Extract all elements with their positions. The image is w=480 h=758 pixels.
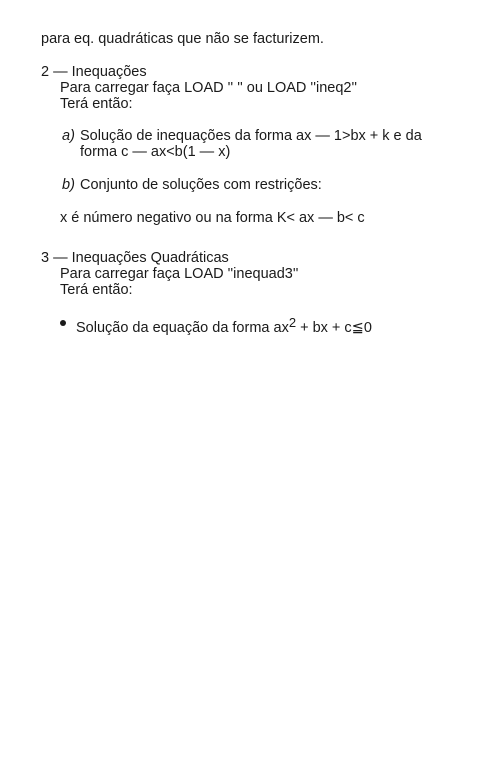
intro-line: para eq. quadráticas que não se facturizem. <box>41 31 324 47</box>
bullet-text-pre: Solução da equação da forma ax <box>76 320 289 336</box>
item-a-marker: a) <box>62 128 75 144</box>
section-2-heading: 2 — Inequações <box>41 64 147 80</box>
item-b-line-1: Conjunto de soluções com restrições: <box>80 177 322 193</box>
section-3-heading: 3 — Inequações Quadráticas <box>41 250 229 266</box>
section-3-bullet-text <box>76 314 372 337</box>
section-2-load-instruction: Para carregar faça LOAD '' '' ou LOAD ''ineq2'' <box>60 80 357 96</box>
bullet-dot <box>60 320 66 326</box>
section-3-then: Terá então: <box>60 282 133 298</box>
item-b-marker: b) <box>62 177 75 193</box>
section-3-load-instruction: Para carregar faça LOAD ''inequad3'' <box>60 266 299 282</box>
item-a-line-1: Solução de inequações da forma ax — 1>bx + k e da <box>80 128 422 144</box>
item-a-line-2: forma c — ax<b(1 — x) <box>80 144 231 160</box>
restriction-line: x é número negativo ou na forma K< ax — b< c <box>60 210 365 226</box>
bullet-superscript: 2 <box>288 315 297 330</box>
bullet-text-post: + bx + c≦0 <box>296 320 372 336</box>
section-2-then: Terá então: <box>60 96 133 112</box>
